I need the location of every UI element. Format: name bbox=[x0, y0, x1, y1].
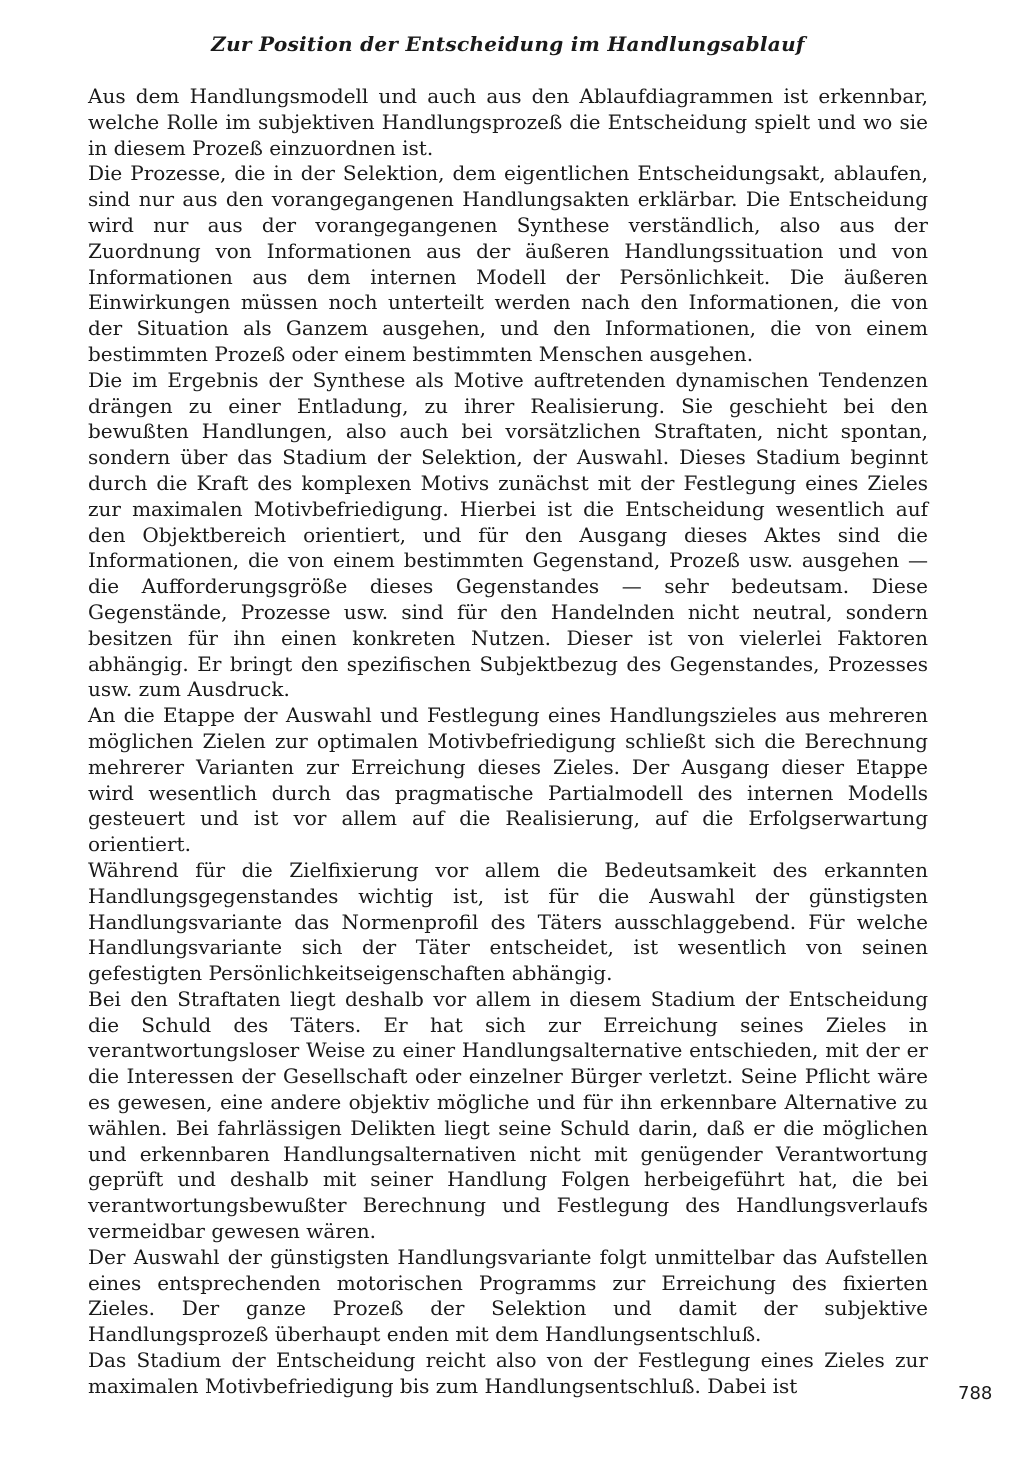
body-text bbox=[88, 84, 928, 1400]
paragraph-3: Die im Ergebnis der Synthese als Motive auftretenden dynamischen Tendenzen drängen zu einer Entladung, zu ihrer Realisierung. Sie geschieht bei den bewußten Handlungen, also auch bei vorsätzlichen Straftaten, nicht spontan, sondern über das Stadium der Selektion, der Auswahl. Dieses Stadium beginnt durch die Kraft des komplexen Motivs zunächst mit der Festlegung eines Zieles zur maximalen Motivbefriedigung. Hierbei ist die Entscheidung wesentlich auf den Objektbereich orientiert, und für den Ausgang dieses Aktes sind die Informationen, die von einem bestimmten Gegenstand, Prozeß usw. ausgehen — die Aufforderungsgröße dieses Gegenstandes — sehr bedeutsam. Diese Gegenstände, Prozesse usw. sind für den Handelnden nicht neutral, sondern besitzen für ihn einen konkreten Nutzen. Dieser ist von vielerlei Faktoren abhängig. Er bringt den spezifischen Subjektbezug des Gegenstandes, Prozesses usw. zum Ausdruck. bbox=[88, 367, 928, 702]
paragraph-5: Während für die Zielfixierung vor allem die Bedeutsamkeit des erkannten Handlungsgegenstandes wichtig ist, ist für die Auswahl der günstigsten Handlungsvariante das Normenprofil des Täters ausschlaggebend. Für welche Handlungsvariante sich der Täter entscheidet, ist wesentlich von seinen gefestigten Persönlichkeitseigenschaften abhängig. bbox=[88, 857, 928, 986]
paragraph-8: Das Stadium der Entscheidung reicht also von der Festlegung eines Zieles zur maximalen Motivbefriedigung bis zum Handlungsentschluß. Dabei ist bbox=[88, 1348, 928, 1398]
paragraph-7: Der Auswahl der günstigsten Handlungsvariante folgt unmittelbar das Aufstellen eines entsprechenden motorischen Programms zur Erreichung des fixierten Zieles. Der ganze Prozeß der Selektion und damit der subjektive Handlungsprozeß überhaupt enden mit dem Handlungsentschluß. bbox=[88, 1244, 928, 1347]
paragraph-6: Bei den Straftaten liegt deshalb vor allem in diesem Stadium der Entscheidung die Schuld des Täters. Er hat sich zur Erreichung seines Zieles in verantwortungsloser Weise zu einer Handlungsalternative entschieden, mit der er die Interessen der Gesellschaft oder einzelner Bürger verletzt. Seine Pflicht wäre es gewesen, eine andere objektiv mögliche und für ihn erkennbare Alternative zu wählen. Bei fahrlässigen Delikten liegt seine Schuld darin, daß er die möglichen und erkennbaren Handlungsalternativen nicht mit genügender Verantwortung geprüft und deshalb mit seiner Handlung Folgen herbeigeführt hat, die bei verantwortungsbewußter Berechnung und Festlegung des Handlungsverlaufs vermeidbar gewesen wären. bbox=[88, 986, 928, 1244]
paragraph-4: An die Etappe der Auswahl und Festlegung eines Handlungszieles aus mehreren möglichen Zielen zur optimalen Motivbefriedigung schließt sich die Berechnung mehrerer Varianten zur Erreichung dieses Zieles. Der Ausgang dieser Etappe wird wesentlich durch das pragmatische Partialmodell des internen Modells gesteuert und ist vor allem auf die Realisierung, auf die Erfolgserwartung orientiert. bbox=[88, 703, 928, 857]
margin-page-number: 788 bbox=[958, 1383, 993, 1404]
paragraph-1: Aus dem Handlungsmodell und auch aus den Ablaufdiagrammen ist erkennbar, welche Rolle im subjektiven Handlungsprozeß die Entscheidung spielt und wo sie in diesem Prozeß einzuordnen ist. bbox=[88, 84, 928, 160]
running-title: Zur Position der Entscheidung im Handlungsablauf bbox=[211, 32, 805, 56]
paragraph-2: Die Prozesse, die in der Selektion, dem eigentlichen Entscheidungsakt, ablaufen, sind nur aus den vorangegangenen Handlungsakten erklärbar. Die Entscheidung wird nur aus der vorangegangenen Synthese verständlich, also aus der Zuordnung von Informationen aus der äußeren Handlungssituation und von Informationen aus dem internen Modell der Persönlichkeit. Die äußeren Einwirkungen müssen noch unterteilt werden nach den Informationen, die von der Situation als Ganzem ausgehen, und den Informationen, die von einem bestimmten Prozeß oder einem bestimmten Menschen ausgehen. bbox=[88, 161, 928, 366]
